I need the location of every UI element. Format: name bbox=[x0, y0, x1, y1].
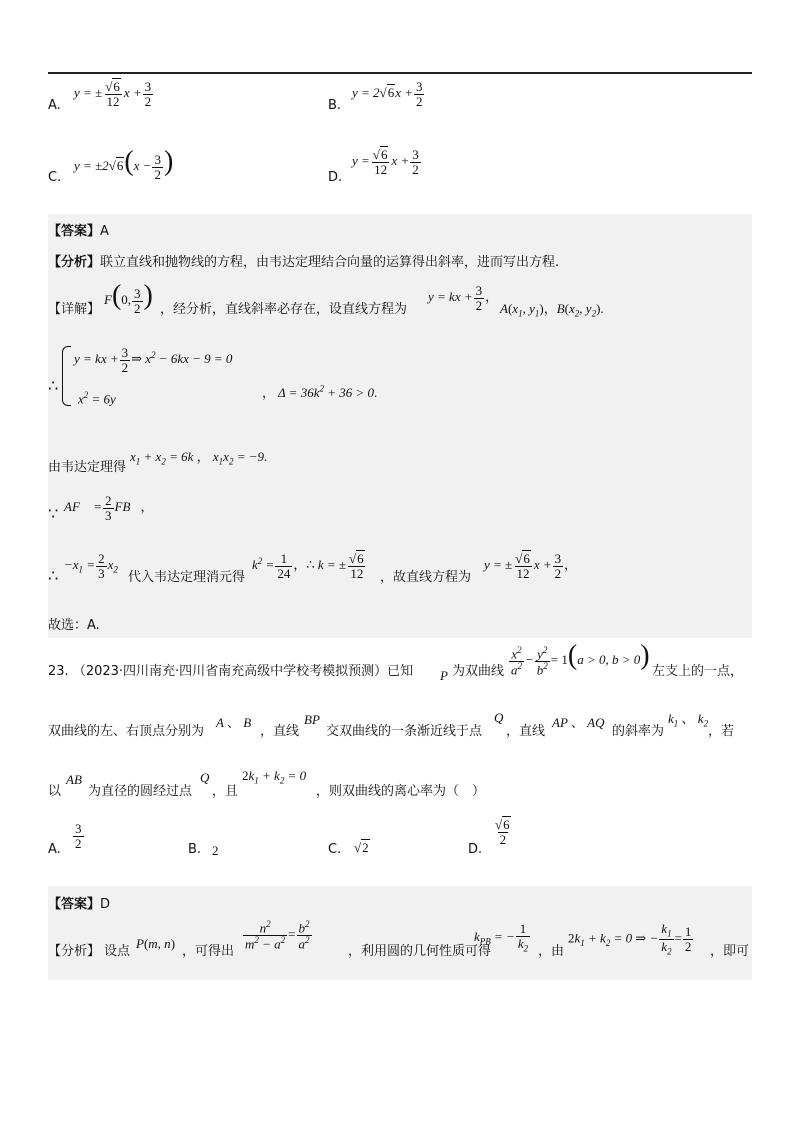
sol23-text-3: ，利用圆的几何性质可得 bbox=[348, 944, 492, 959]
q23-source: （2023·四川南充·四川省南充高级中学校考模拟预测）已知 bbox=[72, 664, 414, 679]
line-equation: y = kx + $\frac{3}{2}$ ， bbox=[428, 283, 499, 313]
sol23-text-5: ，即可 bbox=[710, 944, 750, 959]
q23-option-c-value: √2 bbox=[354, 840, 369, 855]
q23-point-p: P bbox=[440, 668, 448, 683]
answer-value: A bbox=[100, 224, 109, 239]
option-c-formula: y = ±2√6(x − $\frac{3}{2}$ ) bbox=[74, 146, 174, 182]
therefore-symbol-1: ∴ bbox=[48, 376, 59, 395]
vieta-text: 由韦达定理得 bbox=[48, 460, 127, 475]
detail-text-1: ，经分析，直线斜率必存在，设直线方程为 bbox=[160, 302, 408, 317]
q23-text-11: ，且 bbox=[212, 784, 239, 799]
substitute-formula: $-x_1$ = $\frac{2}{3}$ $x_2$ bbox=[64, 551, 118, 581]
option-a-formula: y = ± $\frac{√6}{12}$ x + $\frac{3}{2}$ bbox=[74, 79, 152, 109]
q23-line-bp: BP bbox=[304, 712, 320, 727]
q23-number: 23. bbox=[48, 664, 69, 679]
q23-option-d-value: $\frac{√6}{2}$ bbox=[495, 817, 510, 847]
q23-line-1 bbox=[48, 660, 413, 679]
detail-tag: 【详解】 bbox=[48, 302, 101, 317]
header-rule bbox=[48, 72, 752, 74]
q23-text-1: 为双曲线 bbox=[452, 664, 505, 679]
sol23-answer-value: D bbox=[100, 897, 111, 912]
system-eq-2: $x^2 = 6y$ bbox=[78, 390, 116, 407]
analysis-tag: 【分析】 bbox=[48, 255, 101, 270]
q23-option-c-label: C. bbox=[328, 842, 342, 857]
sol23-text-4: ，由 bbox=[538, 944, 565, 959]
q23-condition: $2k_1 + k_2 = 0$ bbox=[242, 768, 307, 786]
q23-point-q: Q bbox=[494, 710, 504, 725]
discriminant: ， $\Delta = 36k^2 + 36 > 0$. bbox=[262, 383, 378, 401]
answer-line bbox=[48, 220, 109, 239]
substitute-text: 代入韦达定理消元得 bbox=[128, 570, 246, 585]
q23-text-8: ，若 bbox=[708, 724, 735, 739]
answer-tag: 【答案】 bbox=[48, 224, 101, 239]
q23-text-7: 的斜率为 bbox=[612, 724, 665, 739]
sol23-point-p: P(m, n) bbox=[136, 936, 176, 951]
q23-text-10: 为直径的圆经过点 bbox=[88, 784, 193, 799]
points-ab: $A(x_1$, $y_1$)，$B(x_2$, $y_2$). bbox=[500, 301, 604, 319]
because-symbol: ∵ bbox=[48, 504, 59, 523]
q23-text-6: ，直线 bbox=[506, 724, 546, 739]
q23-option-b-value: 2 bbox=[212, 843, 219, 858]
q23-text-3: 双曲线的左、右顶点分别为 bbox=[48, 724, 205, 739]
sol23-answer-tag: 【答案】 bbox=[48, 897, 101, 912]
final-line-eq: y = ± $\frac{√6}{12}$ x + $\frac{3}{2}$ ， bbox=[484, 551, 578, 581]
sol23-answer-line bbox=[48, 893, 110, 912]
therefore-symbol-2: ∴ bbox=[48, 566, 59, 585]
q23-hyperbola: $\frac{x^2}{a^2}$ − $\frac{y^2}{b^2}$ = 1(a > 0, b > 0) bbox=[511, 640, 650, 677]
analysis-text: 联立直线和抛物线的方程，由韦达定理结合向量的运算得出斜率，进而写出方程. bbox=[100, 255, 560, 270]
sol23-text-1: 设点 bbox=[104, 944, 131, 959]
system-eq-1: y = kx + $\frac{3}{2}$ ⇒ $x^2 - 6kx - 9 = 0$ bbox=[74, 345, 233, 375]
vieta-formula: $x_1 + x_2 = 6k$ ， $x_1x_2 = -9$. bbox=[130, 449, 268, 467]
q23-option-b-label: B. bbox=[188, 842, 202, 857]
q23-text-2: 左支上的一点， bbox=[652, 664, 744, 679]
vector-relation: AF⃗ = $\frac{2}{3}$ FB⃗， bbox=[64, 493, 154, 523]
q23-text-12: ，则双曲线的离心率为（ ） bbox=[316, 784, 486, 799]
q23-text-5: 交双曲线的一条渐近线于点 bbox=[326, 724, 483, 739]
q23-text-9: 以 bbox=[48, 784, 62, 799]
q23-option-a-value: $\frac{3}{2}$ bbox=[75, 821, 82, 851]
conclusion: 故选：A. bbox=[48, 618, 100, 633]
line-eq-text: ，故直线方程为 bbox=[380, 570, 472, 585]
sol23-kpb: $k_{PB}$ = − $\frac{1}{k_2}$ bbox=[474, 921, 529, 954]
sol23-derivation: $2k_1 + k_2 = 0$ ⇒ − $\frac{k_1}{k_2}$ = $\frac{1}{2}$ bbox=[568, 921, 692, 957]
focus-formula: F(0, $\frac{3}{2}$ ) bbox=[104, 280, 153, 316]
option-b-formula: y = 2√6x + $\frac{3}{2}$ bbox=[352, 79, 423, 109]
option-c-label: C. bbox=[48, 170, 62, 185]
q23-text-4: ，直线 bbox=[260, 724, 300, 739]
q23-option-d-label: D. bbox=[468, 842, 483, 857]
q23-lines-ap-aq: AP 、 AQ bbox=[552, 715, 605, 731]
k-squared: $k^2$ = $\frac{1}{24}$ ，∴ k = ± $\frac{√6}{12}$ bbox=[252, 551, 364, 581]
sol23-text-2: ，可得出 bbox=[182, 944, 235, 959]
q23-point-q-2: Q bbox=[200, 770, 210, 785]
system-brace bbox=[62, 346, 71, 406]
sol23-ratio: $\frac{n^2}{m^2 - a^2}$ = $\frac{b^2}{a^2}$ bbox=[245, 919, 310, 952]
option-d-formula: y = $\frac{√6}{12}$ x + $\frac{3}{2}$ bbox=[352, 147, 419, 177]
option-b-label: B. bbox=[328, 98, 342, 113]
option-d-label: D. bbox=[328, 170, 343, 185]
q23-ab: AB bbox=[66, 772, 82, 787]
sol23-analysis-tag: 【分析】 bbox=[48, 944, 101, 959]
q23-option-a-label: A. bbox=[48, 842, 61, 857]
q23-slopes: $k_1$ 、 $k_2$ bbox=[668, 711, 709, 729]
option-a-label: A. bbox=[48, 98, 61, 113]
q23-vertices: A 、 B bbox=[216, 715, 252, 731]
analysis-line bbox=[48, 251, 559, 270]
